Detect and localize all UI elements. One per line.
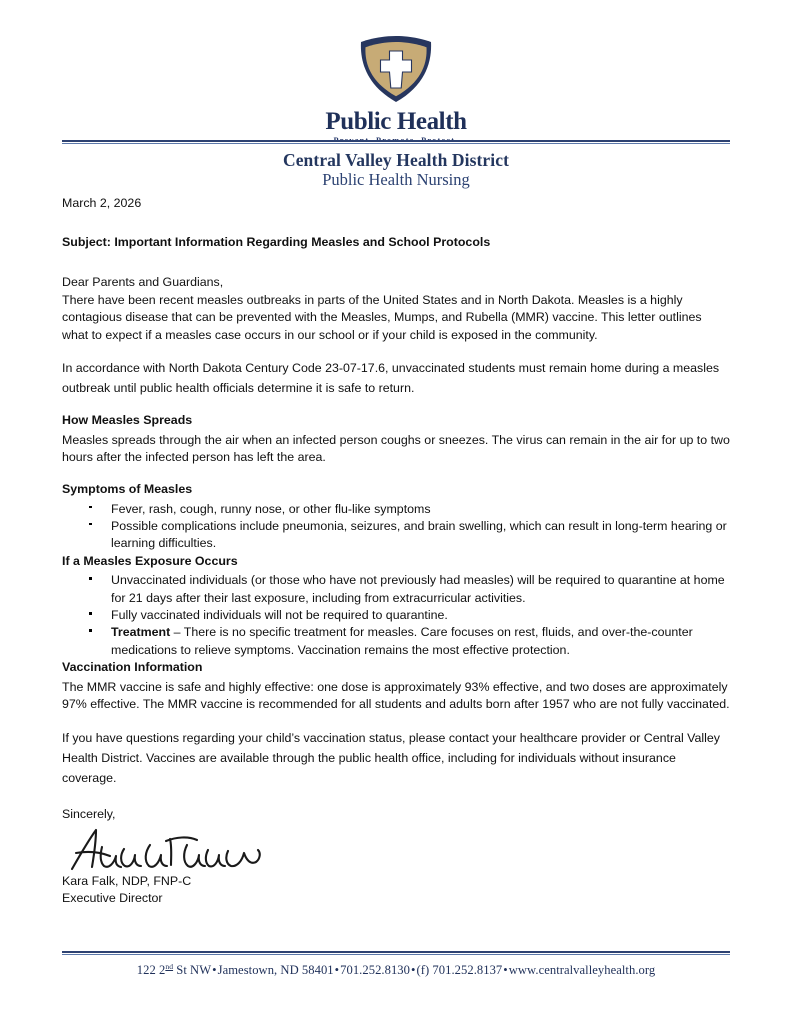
section-paragraph-vaccination: The MMR vaccine is safe and highly effective: one dose is approximately 93% effective, and two doses are approximately 97% effective. The MMR vaccine is recommended for all students and adults born after 1957 who are not fully vaccinated. bbox=[62, 679, 730, 712]
organization-name: Central Valley Health District bbox=[282, 150, 510, 170]
header-divider bbox=[62, 140, 730, 144]
bullet-dot-icon bbox=[89, 506, 92, 509]
bullet-dot-icon bbox=[89, 523, 92, 526]
footer-divider bbox=[62, 951, 730, 955]
footer-city-state-zip: Jamestown, ND 58401 bbox=[217, 963, 334, 978]
bullet-dot-icon bbox=[89, 612, 92, 615]
signature-image bbox=[66, 825, 730, 873]
signer-title: Executive Director bbox=[62, 890, 163, 905]
agency-logo bbox=[0, 0, 792, 145]
footer-fax: (f) 701.252.8137 bbox=[416, 963, 503, 978]
list-item bbox=[62, 501, 730, 518]
list-item bbox=[62, 624, 730, 659]
list-item-text: – There is no specific treatment for measles. Care focuses on rest, fluids, and over-the-counter medications to relieve symptoms. Vaccination remains the most effective protection. bbox=[111, 625, 693, 657]
bullet-dot-icon bbox=[89, 577, 92, 580]
list-item-text: Fever, rash, cough, runny nose, or other flu-like symptoms bbox=[111, 501, 431, 516]
list-item bbox=[62, 607, 730, 624]
footer-street-number: 122 2 bbox=[136, 963, 166, 978]
footer-phone: 701.252.8130 bbox=[340, 963, 411, 978]
letter-subject: Subject: Important Information Regarding Measles and School Protocols bbox=[62, 235, 491, 250]
section-heading-symptoms: Symptoms of Measles bbox=[62, 481, 193, 496]
footer-separator: • bbox=[212, 963, 217, 978]
section-paragraph-how-measles-spreads: Measles spreads through the air when an infected person coughs or sneezes. The virus can remain in the air for up to two hours after the infected person has left the area. bbox=[62, 433, 730, 465]
symptoms-bullet-list bbox=[62, 501, 730, 553]
list-item-text: Possible complications include pneumonia, seizures, and brain swelling, which can result in long-term hearing or learning difficulties. bbox=[111, 518, 727, 551]
footer-separator: • bbox=[334, 963, 340, 978]
footer-separator: • bbox=[411, 963, 416, 978]
statute-paragraph: In accordance with North Dakota Century Code 23-07-17.6, unvaccinated students must remain home during a measles outbreak until public health officials determine it is safe to return. bbox=[62, 361, 720, 396]
list-item-text: Fully vaccinated individuals will not be required to quarantine. bbox=[111, 608, 448, 623]
shield-cross-icon bbox=[0, 33, 792, 105]
section-heading-how-measles-spreads: How Measles Spreads bbox=[62, 413, 193, 428]
footer-contact-line bbox=[0, 962, 792, 978]
footer-street-rest: St NW bbox=[173, 963, 212, 978]
department-name: Public Health Nursing bbox=[322, 170, 470, 189]
exposure-bullet-list bbox=[62, 572, 730, 659]
letter-body bbox=[62, 195, 730, 907]
list-item bbox=[62, 572, 730, 607]
letter-salutation: Dear Parents and Guardians, bbox=[62, 274, 224, 289]
letter-date: March 2, 2026 bbox=[62, 196, 142, 210]
bullet-dot-icon bbox=[89, 629, 92, 632]
footer-street-ordinal: nd bbox=[165, 962, 174, 971]
section-heading-exposure: If a Measles Exposure Occurs bbox=[62, 553, 238, 568]
letter-closing: Sincerely, bbox=[62, 806, 116, 821]
intro-paragraph: There have been recent measles outbreaks in parts of the United States and in North Dakota. Measles is a highly contagious disease that can be prevented with the Measles, Mumps, and Rubella (MMR) vaccine. This letter outlines what to expect if a measles case occurs in our school or if your child is exposed in the community. bbox=[62, 293, 702, 342]
signer-name: Kara Falk, NDP, FNP-C bbox=[62, 874, 192, 889]
footer-website[interactable]: www.centralvalleyhealth.org bbox=[508, 963, 656, 978]
logo-wordmark: Public Health bbox=[325, 108, 467, 135]
section-heading-vaccination: Vaccination Information bbox=[62, 660, 203, 675]
contact-paragraph: If you have questions regarding your child’s vaccination status, please contact your healthcare provider or Central Valley Health District. Vaccines are available through the public health office, including for individuals without insurance coverage. bbox=[62, 730, 720, 785]
footer-separator: • bbox=[503, 963, 508, 978]
list-item bbox=[62, 518, 730, 553]
list-item-text: Unvaccinated individuals (or those who have not previously had measles) will be required to quarantine at home for 21 days after their last exposure, including from extracurricular activities. bbox=[111, 573, 725, 605]
list-item-lead: Treatment bbox=[111, 625, 171, 640]
